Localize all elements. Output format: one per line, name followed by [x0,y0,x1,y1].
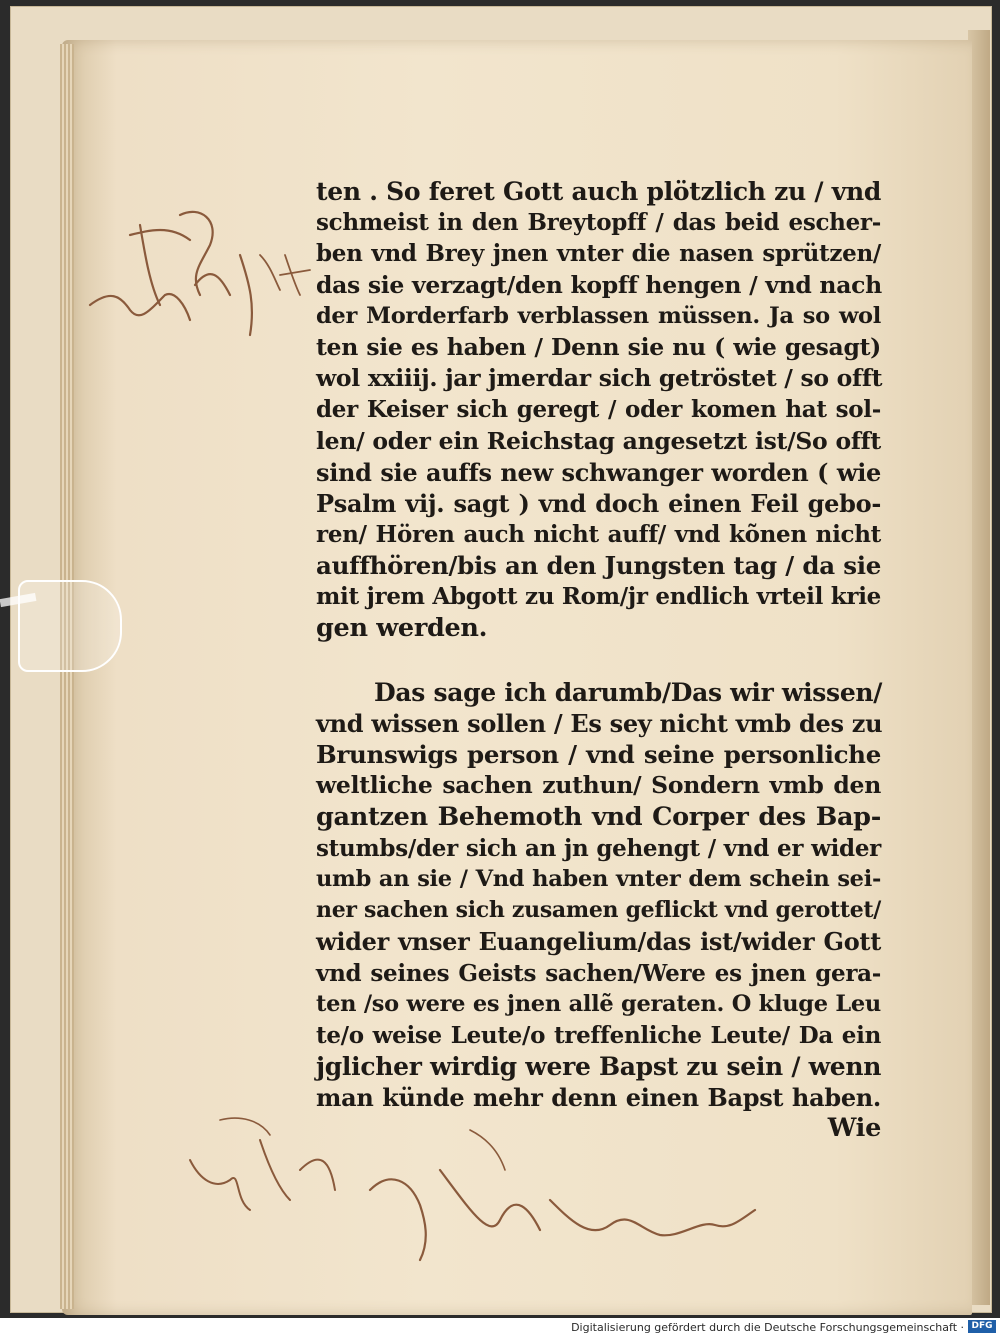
text-line: Psalm vij. sagt ) vnd doch einen Feil gebo- [316,488,881,518]
text-line: stumbs/der sich an jn gehengt / vnd er wider [316,834,881,862]
text-line: der Morderfarb verblassen müssen. Ja so wol [316,302,881,329]
text-line: ten sie es haben / Denn sie nu ( wie gesagt) [316,332,881,361]
text-line: ten /so were es jnen allẽ geraten. O kluge Leu [316,990,881,1017]
page-stack-edge [60,44,74,1309]
text-line: wol xxiiij. jar jmerdar sich getröstet / so offt [316,364,883,393]
dfg-logo: DFG [968,1320,996,1333]
text-line: auffhören/bis an den Jungsten tag / da sie [316,551,881,581]
text-line: len/ oder ein Reichstag angesetzt ist/So offt [316,426,881,455]
text-line: Brunswigs person / vnd seine personliche [316,740,881,770]
text-line: Das sage ich darumb/Das wir wissen/ [374,677,883,707]
text-line: vnd seines Geists sachen/Were es jnen gera- [316,959,881,987]
text-line: sind sie auffs new schwanger worden ( wie [316,457,881,487]
text-line: umb an sie / Vnd haben vnter dem schein sei- [316,865,881,892]
catchword: Wie [827,1113,881,1144]
text-line: mit jrem Abgott zu Rom/jr endlich vrteil krie [316,583,881,611]
text-line: wider vnser Euangelium/das ist/wider Gott [316,927,881,957]
text-line: schmeist in den Breytopff / das beid escher- [316,209,881,237]
text-line: man künde mehr denn einen Bapst haben. [316,1083,881,1113]
footer-bar [0,1318,1000,1337]
text-line: jglicher wirdig were Bapst zu sein / wenn [316,1052,882,1082]
paragraph-1 [316,176,881,644]
dfg-credit-text: Digitalisierung gefördert durch die Deutsche Forschungsgemeinschaft · [571,1321,964,1334]
text-line: ben vnd Brey jnen vnter die nasen sprützen/ [316,240,881,268]
text-line: das sie verzagt/den kopff hengen / vnd nach [316,270,882,299]
text-line: te/o weise Leute/o treffenliche Leute/ Da ein [316,1021,881,1049]
text-line: ten . So feret Gott auch plötzlich zu / vnd [316,177,881,206]
text-line: der Keiser sich geregt / oder komen hat sol- [316,396,881,424]
text-line: ren/ Hören auch nicht auff/ vnd kõnen nicht [316,521,881,549]
text-line: gantzen Behemoth vnd Corper des Bap- [316,801,881,832]
printed-text-block [316,176,881,1145]
paragraph-2 [316,677,881,1145]
text-line: ner sachen sich zusamen geflickt vnd gerottet/ [316,897,881,924]
text-line: weltliche sachen zuthun/ Sondern vmb den [316,771,881,800]
text-line: vnd wissen sollen / Es sey nicht vmb des zu [316,709,883,738]
text-line: gen werden. [316,612,488,643]
